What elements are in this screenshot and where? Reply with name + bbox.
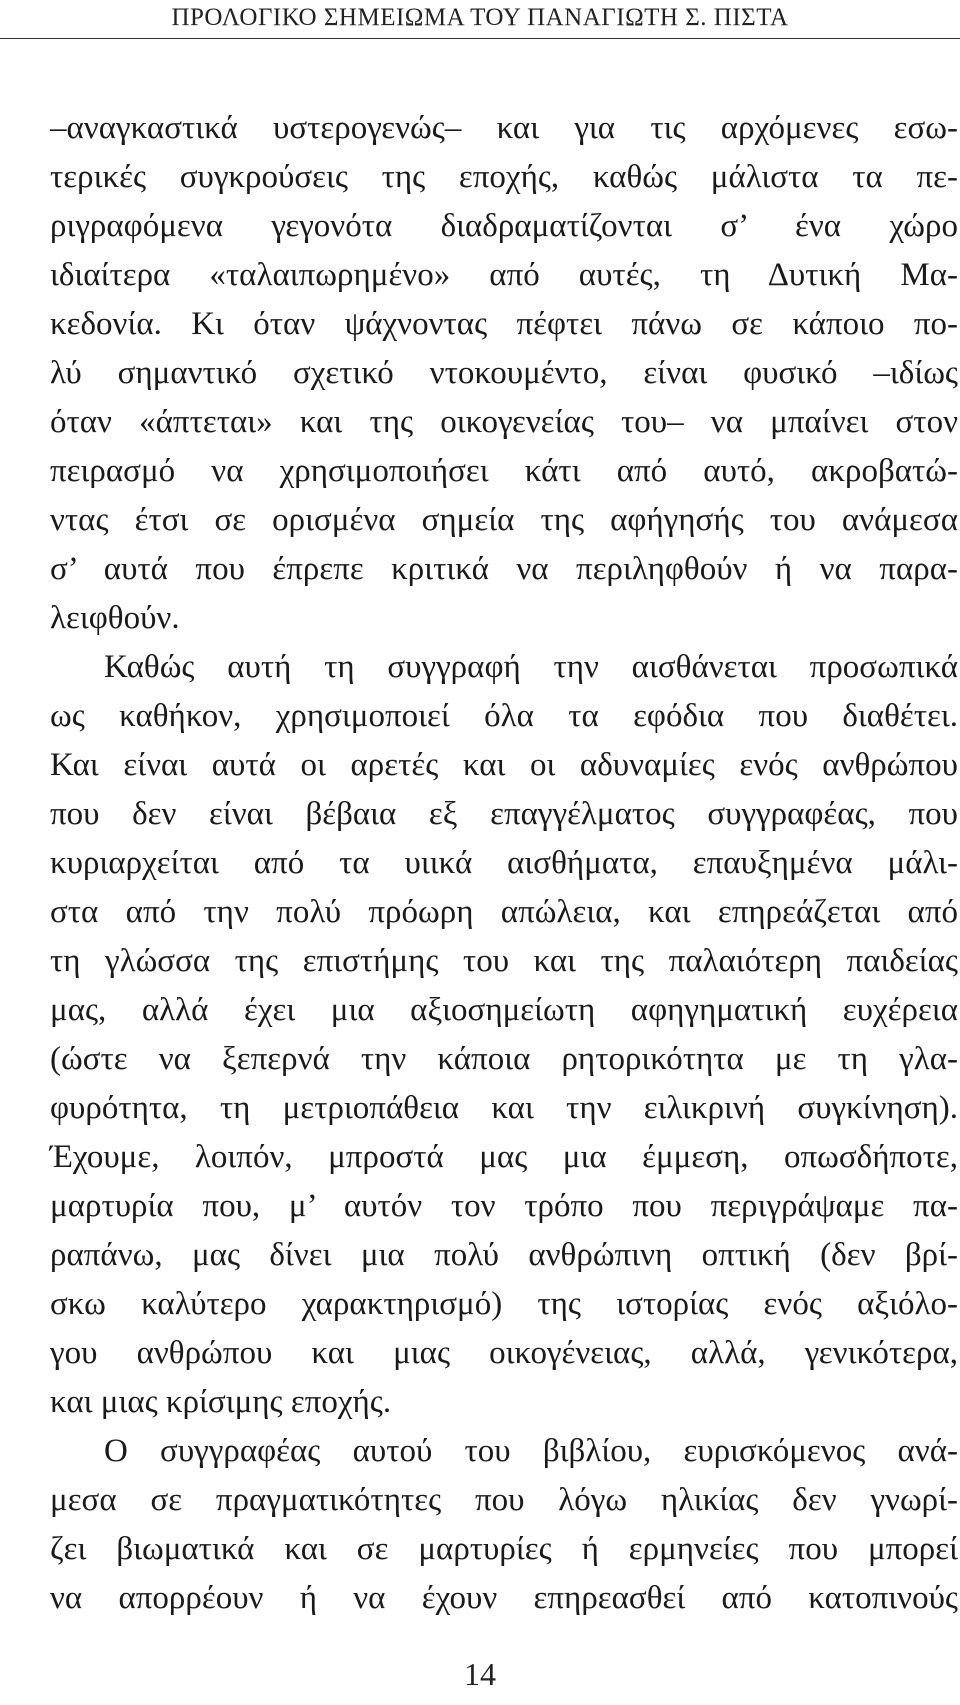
- text-line: όταν «άπτεται» και της οικογενείας του– να μπαίνει στον: [50, 404, 958, 440]
- text-line: λύ σημαντικό σχετικό ντοκουμέντο, είναι φυσικό –ιδίως: [50, 355, 958, 391]
- body-text: [50, 104, 958, 1623]
- text-line: τη γλώσσα της επιστήμης του και της παλαιότερη παιδείας: [50, 943, 958, 979]
- text-line: στα από την πολύ πρόωρη απώλεια, και επηρεάζεται από: [50, 894, 958, 930]
- text-line: σ’ αυτά που έπρεπε κριτικά να περιληφθούν ή να παρα-: [50, 551, 958, 587]
- running-head: ΠΡΟΛΟΓΙΚΟ ΣΗΜΕΙΩΜΑ ΤΟΥ ΠΑΝΑΓΙΩΤΗ Σ. ΠΙΣΤΑ: [171, 4, 789, 31]
- text-line: γου ανθρώπου και μιας οικογένειας, αλλά, γενικότερα,: [50, 1335, 958, 1371]
- text-line: και μιας κρίσιμης εποχής.: [50, 1384, 392, 1420]
- text-line: ντας έτσι σε ορισμένα σημεία της αφήγησής του ανάμεσα: [50, 502, 958, 538]
- text-line: φυρότητα, τη μετριοπάθεια και την ειλικρινή συγκίνηση).: [50, 1090, 958, 1126]
- text-line: τερικές συγκρούσεις της εποχής, καθώς μάλιστα τα πε-: [50, 159, 958, 195]
- text-line: λειφθούν.: [50, 600, 180, 636]
- text-line: –αναγκαστικά υστερογενώς– και για τις αρχόμενες εσω-: [50, 110, 958, 146]
- text-line: να απορρέουν ή να έχουν επηρεασθεί από κατοπινούς: [50, 1580, 958, 1616]
- text-line: Έχουμε, λοιπόν, μπροστά μας μια έμμεση, οπωσδήποτε,: [50, 1139, 958, 1175]
- text-line: μεσα σε πραγματικότητες που λόγω ηλικίας δεν γνωρί-: [50, 1482, 958, 1518]
- text-line: ραπάνω, μας δίνει μια πολύ ανθρώπινη οπτική (δεν βρί-: [50, 1237, 958, 1273]
- paragraph-first-line: Καθώς αυτή τη συγγραφή την αισθάνεται προσωπικά: [104, 649, 958, 685]
- text-line: σκω καλύτερο χαρακτηρισμό) της ιστορίας ενός αξιόλο-: [50, 1286, 958, 1322]
- text-line: μας, αλλά έχει μια αξιοσημείωτη αφηγηματική ευχέρεια: [50, 992, 958, 1028]
- header-rule: [0, 38, 960, 39]
- text-line: ως καθήκον, χρησιμοποιεί όλα τα εφόδια που διαθέτει.: [50, 698, 958, 734]
- text-line: πειρασμό να χρησιμοποιήσει κάτι από αυτό, ακροβατώ-: [50, 453, 958, 489]
- text-line: ιδιαίτερα «ταλαιπωρημένο» από αυτές, τη Δυτική Μα-: [50, 257, 958, 293]
- text-line: κεδονία. Κι όταν ψάχνοντας πέφτει πάνω σε κάποιο πο-: [50, 306, 958, 342]
- text-line: (ώστε να ξεπερνά την κάποια ρητορικότητα με τη γλα-: [50, 1041, 958, 1077]
- text-line: ζει βιωματικά και σε μαρτυρίες ή ερμηνείες που μπορεί: [50, 1531, 958, 1567]
- text-line: που δεν είναι βέβαια εξ επαγγέλματος συγγραφέας, που: [50, 796, 958, 832]
- text-line: κυριαρχείται από τα υιικά αισθήματα, επαυξημένα μάλι-: [50, 845, 958, 881]
- text-line: μαρτυρία που, μ’ αυτόν τον τρόπο που περιγράψαμε πα-: [50, 1188, 958, 1224]
- text-line: ριγραφόμενα γεγονότα διαδραματίζονται σ’ ένα χώρο: [50, 208, 958, 244]
- paragraph-first-line: Ο συγγραφέας αυτού του βιβλίου, ευρισκόμενος ανά-: [104, 1433, 958, 1469]
- text-line: Και είναι αυτά οι αρετές και οι αδυναμίες ενός ανθρώπου: [50, 747, 958, 783]
- page-number: 14: [464, 1656, 496, 1692]
